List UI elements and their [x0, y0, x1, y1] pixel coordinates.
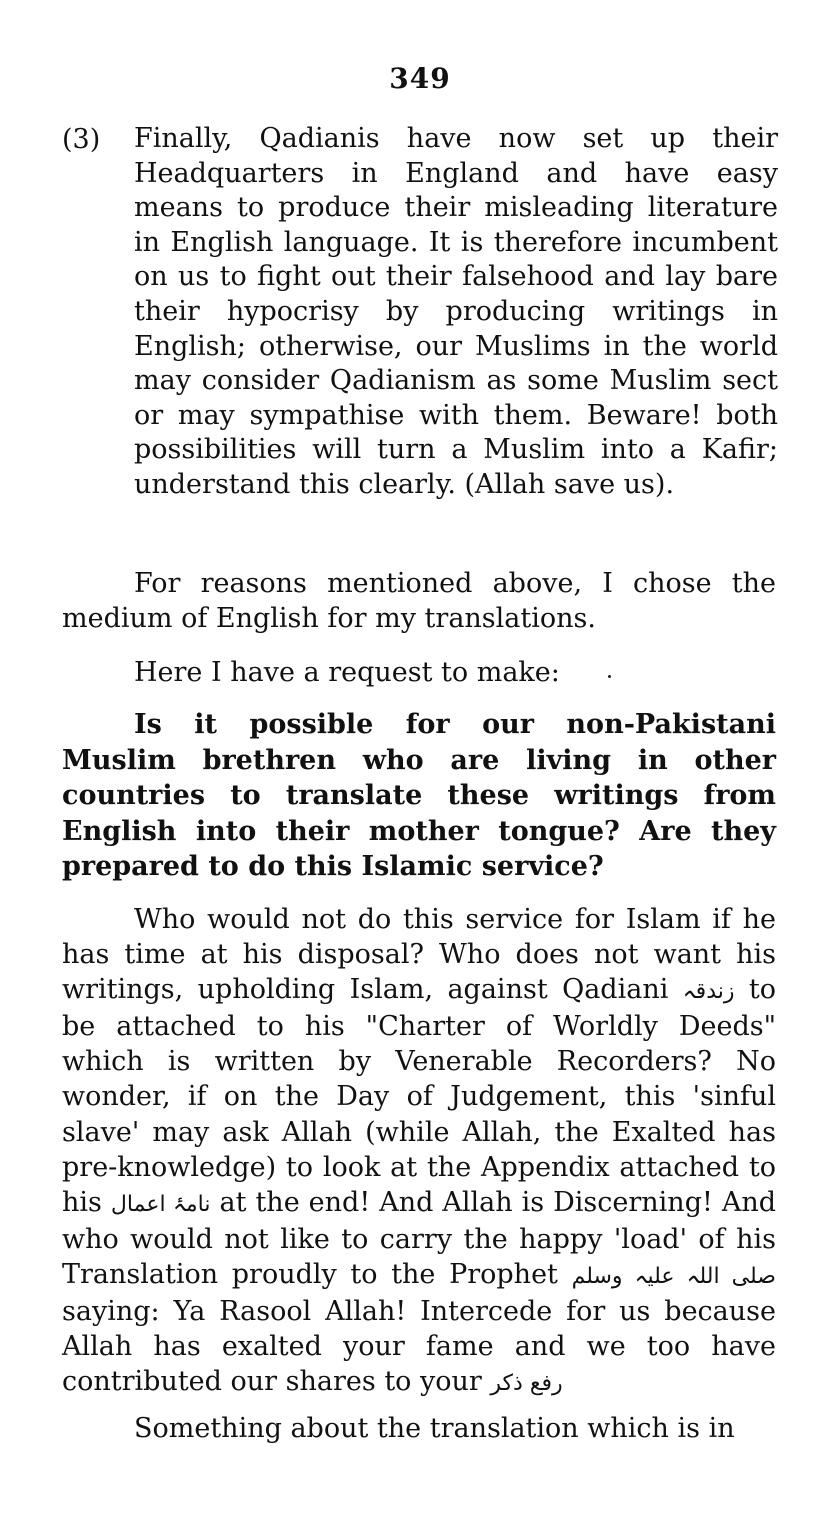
arabic-word-zandaqa: زندقہ: [682, 979, 735, 1005]
paragraph-translation-note: Something about the translation which is in: [134, 1413, 735, 1444]
arabic-word-rafa-zikr: رفع ذکر: [490, 1371, 563, 1397]
scan-speck: [608, 675, 611, 678]
text-segment: to be attached to his "Charter of Worldly Deeds" which is written by Venerable Recorders? No wonder, if on the Day of Judgement, this 'sinful slave' may ask Allah (while Allah, the Exalted has pre-knowledge) to look at the Appendix attached to his: [62, 974, 777, 1218]
item-number: (3): [62, 124, 101, 155]
paragraph-islamic-service: [62, 902, 776, 1401]
arabic-word-nama-e-amal: نامۂ اعمال: [110, 1191, 211, 1217]
item-text: Finally, Qadianis have now set up their Headquarters in England and have easy means to produce their misleading literature in English language. It is therefore incumbent on us to fight out their falsehood and lay bare their hypocrisy by producing writings in English; otherwise, our Muslims in the world may consider Qadianism as some Muslim sect or may sympathise with them. Beware! both possibilities will turn a Muslim into a Kafir; understand this clearly. (Allah save us).: [134, 123, 778, 500]
text-segment: saying: Ya Rasool Allah! Intercede for us because Allah has exalted your fame and we too have contributed our shares to your: [62, 1296, 776, 1398]
text-segment: Who would not do this service for Islam if he has time at his disposal? Who does not want his writings, upholding Islam, against Qadiani: [62, 904, 776, 1006]
numbered-item-3: [62, 122, 778, 503]
paragraph-bold-question: Is it possible for our non-Pakistani Muslim brethren who are living in other countries to translate these writings from English into their mother tongue? Are they prepared to do this Islamic service?: [62, 709, 776, 883]
paragraph-request: Here I have a request to make:: [134, 657, 560, 688]
text-segment: at the end! And Allah is Discerning! And who would not like to carry the happy 'load' of his Translation proudly to the Prophet: [62, 1186, 777, 1290]
arabic-salutation: صلی اللہ علیہ وسلم: [571, 1263, 776, 1289]
paragraph-english-medium: For reasons mentioned above, I chose the medium of English for my translations.: [62, 568, 776, 634]
page-number: 349: [389, 62, 451, 95]
